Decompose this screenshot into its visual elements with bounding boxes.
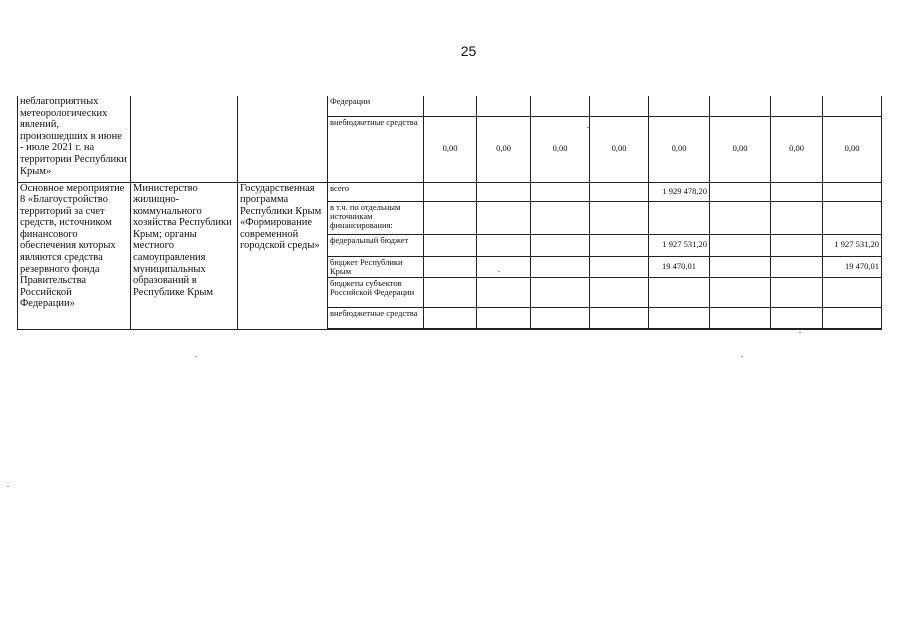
source-cell: Федерации [328, 96, 424, 116]
value-cell [710, 234, 771, 256]
value-cell [590, 182, 649, 201]
scan-speck [7, 486, 9, 487]
value-cell [823, 96, 882, 116]
scan-speck [799, 332, 801, 333]
measure-name-cell: Основное мероприятие 8 «Благоустройство территорий за счет средств, источником финансового обеспечения которых являются средства резервного фонда Правительства Российской Федерации» [18, 182, 131, 329]
value-cell [710, 201, 771, 234]
value-cell [531, 182, 590, 201]
value-cell [823, 201, 882, 234]
value-cell: 0,00 [424, 116, 477, 182]
source-cell: бюджет Республики Крым [328, 256, 424, 277]
value-cell [477, 96, 531, 116]
value-cell [590, 256, 649, 277]
value-cell [771, 234, 823, 256]
value-cell [710, 277, 771, 307]
value-cell [424, 182, 477, 201]
source-cell: в т.ч. по отдельным источникам финансирования: [328, 201, 424, 234]
page-number: 25 [460, 43, 477, 59]
value-cell [477, 182, 531, 201]
value-cell [649, 201, 710, 234]
value-cell [710, 256, 771, 277]
value-cell [590, 277, 649, 307]
value-cell [823, 307, 882, 329]
value-cell [477, 256, 531, 277]
scan-speck [587, 127, 589, 128]
value-cell [710, 307, 771, 329]
value-cell: 1 929 478,20 [649, 182, 710, 201]
value-cell [649, 277, 710, 307]
program-cell [238, 96, 328, 182]
table-row [18, 182, 882, 201]
scan-speck [498, 271, 500, 272]
executor-cell: Министерство жилищно-коммунального хозяйства Республики Крым; органы местного самоуправления муниципальных образований в Республике Крым [131, 182, 238, 329]
value-cell [771, 307, 823, 329]
program-cell: Государственная программа Республики Крым «Формирование современной городской среды» [238, 182, 328, 329]
source-cell: всего [328, 182, 424, 201]
source-cell: внебюджетные средства [328, 116, 424, 182]
table-row [18, 96, 882, 116]
value-cell [477, 201, 531, 234]
value-cell [531, 201, 590, 234]
value-cell [424, 96, 477, 116]
value-cell [590, 307, 649, 329]
value-cell [823, 182, 882, 201]
value-cell [531, 307, 590, 329]
value-cell [649, 307, 710, 329]
value-cell [424, 234, 477, 256]
value-cell [531, 96, 590, 116]
value-cell [531, 277, 590, 307]
scan-speck [195, 356, 197, 357]
value-cell [531, 256, 590, 277]
value-cell [823, 277, 882, 307]
value-cell [424, 256, 477, 277]
value-cell [477, 307, 531, 329]
value-cell [590, 234, 649, 256]
value-cell: 1 927 531,20 [823, 234, 882, 256]
source-cell: бюджеты субъектов Российской Федерации [328, 277, 424, 307]
scan-speck [741, 356, 743, 357]
value-cell: 1 927 531,20 [649, 234, 710, 256]
executor-cell [131, 96, 238, 182]
value-cell: 0,00 [649, 116, 710, 182]
value-cell: 0,00 [710, 116, 771, 182]
value-cell: 19 470,01 [649, 256, 710, 277]
value-cell: 19 470,01 [823, 256, 882, 277]
source-cell: федеральный бюджет [328, 234, 424, 256]
value-cell [424, 307, 477, 329]
value-cell [771, 256, 823, 277]
value-cell [771, 96, 823, 116]
value-cell [477, 277, 531, 307]
value-cell [771, 182, 823, 201]
value-cell [424, 277, 477, 307]
value-cell: 0,00 [531, 116, 590, 182]
value-cell: 0,00 [477, 116, 531, 182]
value-cell [771, 201, 823, 234]
value-cell [424, 201, 477, 234]
value-cell [710, 96, 771, 116]
value-cell: 0,00 [771, 116, 823, 182]
value-cell [590, 201, 649, 234]
value-cell [590, 96, 649, 116]
value-cell: 0,00 [590, 116, 649, 182]
measure-name-cell: неблагоприятных метеорологических явлений, произошедших в июне - июле 2021 г. на территории Республики Крым» [18, 96, 131, 182]
value-cell: 0,00 [823, 116, 882, 182]
value-cell [710, 182, 771, 201]
value-cell [531, 234, 590, 256]
budget-table [17, 96, 882, 330]
value-cell [477, 234, 531, 256]
value-cell [649, 96, 710, 116]
source-cell: внебюджетные средства [328, 307, 424, 329]
value-cell [771, 277, 823, 307]
